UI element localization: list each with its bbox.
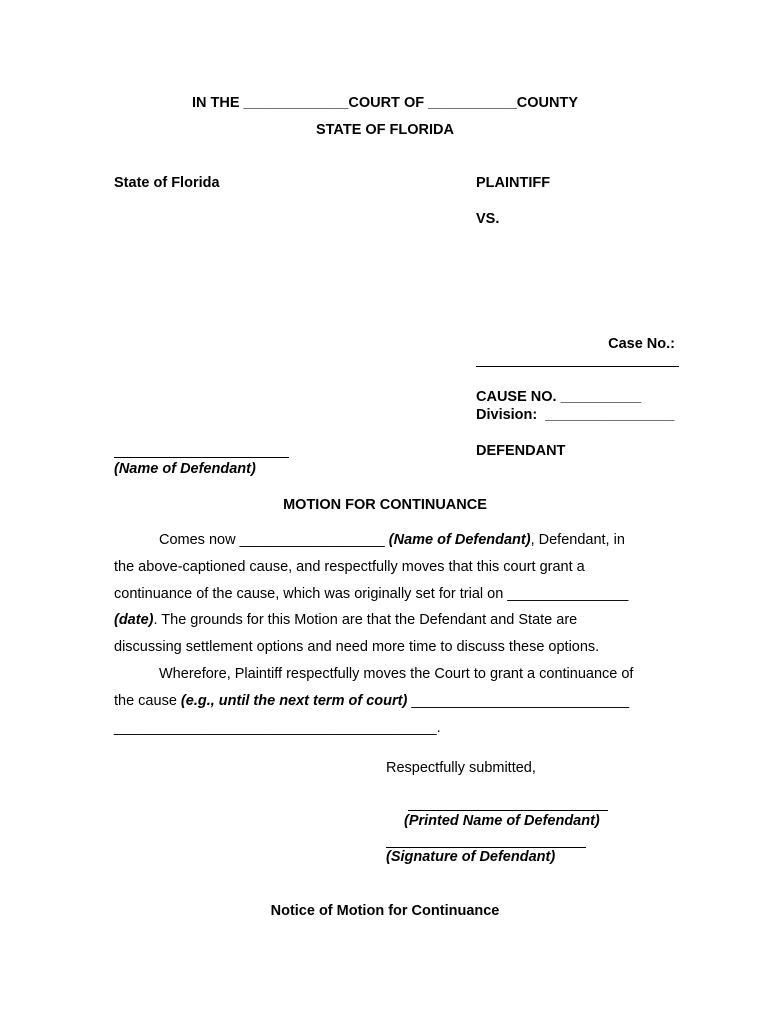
court-heading: IN THE _____________COURT OF ___________COUNTY [191, 95, 579, 111]
p2-line2-suffix: ___________________________ [407, 693, 630, 709]
motion-paragraph-1-line-2: the above-captioned cause, and respectfully moves that this court grant a [114, 559, 585, 575]
signature-hint: (Signature of Defendant) [386, 849, 556, 865]
defendant-name-blank-line [114, 457, 289, 458]
p1-line1-suffix: , Defendant, in [530, 532, 625, 548]
printed-name-blank-line [408, 810, 608, 811]
p2-line2-prefix: the cause [114, 693, 181, 709]
plaintiff-name: State of Florida [114, 175, 220, 191]
notice-title: Notice of Motion for Continuance [270, 903, 500, 919]
motion-paragraph-1-line-1 [159, 531, 625, 549]
state-heading: STATE OF FLORIDA [315, 122, 454, 138]
p1-line1-prefix: Comes now __________________ [159, 532, 389, 548]
motion-paragraph-1-line-4 [114, 611, 577, 629]
motion-paragraph-2-line-2 [114, 692, 629, 710]
p1-date-hint: (date) [114, 612, 154, 628]
motion-paragraph-1-line-5: discussing settlement options and need more time to discuss these options. [114, 639, 600, 655]
p1-line4-suffix: . The grounds for this Motion are that the Defendant and State are [153, 612, 578, 628]
defendant-name-hint: (Name of Defendant) [114, 461, 256, 477]
defendant-label: DEFENDANT [476, 443, 566, 459]
cause-no-line: CAUSE NO. __________ [476, 389, 642, 405]
motion-title: MOTION FOR CONTINUANCE [283, 497, 487, 513]
plaintiff-label: PLAINTIFF [476, 175, 551, 191]
motion-paragraph-2-line-1: Wherefore, Plaintiff respectfully moves the Court to grant a continuance of [159, 666, 634, 682]
p1-defendant-name-hint: (Name of Defendant) [388, 532, 531, 548]
division-line: Division: ________________ [476, 407, 675, 423]
printed-name-hint: (Printed Name of Defendant) [404, 813, 600, 829]
case-no-label: Case No.: [608, 336, 675, 352]
motion-paragraph-1-line-3: continuance of the cause, which was originally set for trial on _______________ [114, 586, 629, 602]
vs-label: VS. [476, 211, 500, 227]
closing-text: Respectfully submitted, [386, 760, 536, 776]
motion-paragraph-2-line-3: ________________________________________. [114, 720, 441, 736]
case-no-blank-line [476, 366, 679, 367]
p2-term-hint: (e.g., until the next term of court) [180, 693, 408, 709]
